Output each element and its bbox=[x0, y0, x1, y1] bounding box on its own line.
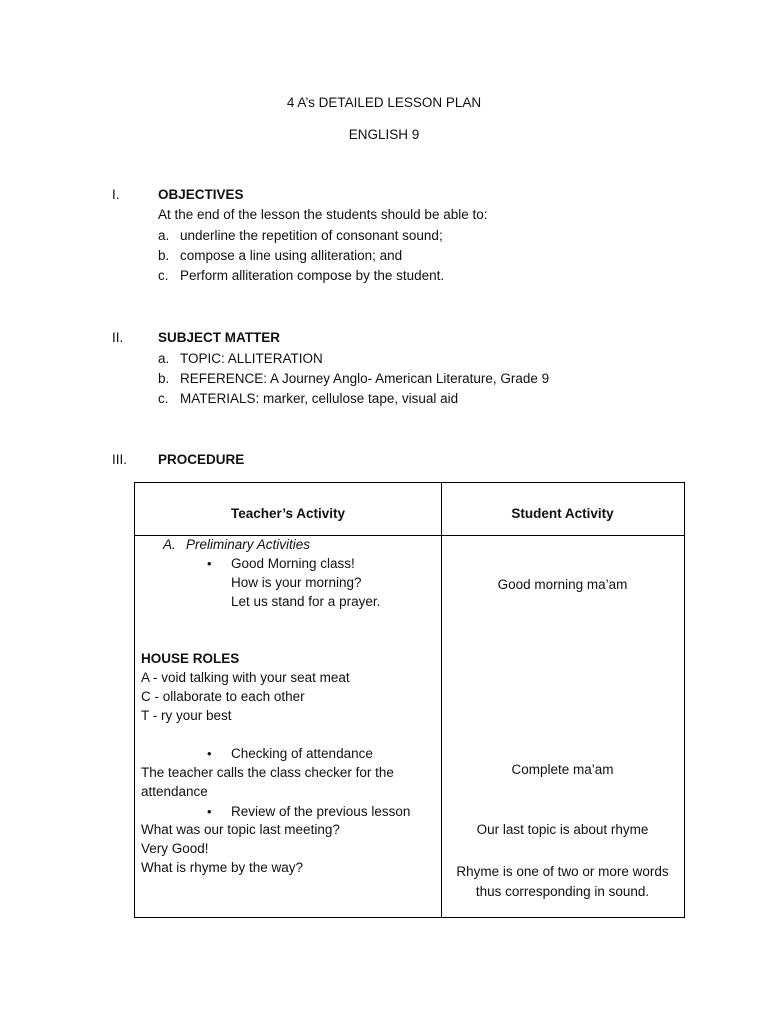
review-title: Review of the previous lesson bbox=[231, 804, 411, 819]
student-response-rhyme: Rhyme is one of two or more words bbox=[456, 864, 669, 879]
subject-matter-letter: a. bbox=[158, 351, 170, 366]
objectives-numeral: I. bbox=[112, 187, 120, 202]
house-roles-heading: HOUSE ROLES bbox=[141, 651, 240, 666]
review-line: What was our topic last meeting? bbox=[141, 822, 340, 837]
attendance-title: Checking of attendance bbox=[231, 746, 373, 761]
bullet-icon: • bbox=[207, 746, 212, 761]
greeting-line: Good Morning class! bbox=[231, 556, 355, 571]
objectives-intro: At the end of the lesson the students should be able to: bbox=[158, 207, 488, 222]
procedure-heading: PROCEDURE bbox=[158, 452, 245, 467]
procedure-table bbox=[134, 482, 685, 918]
house-role-item: A - void talking with your seat meat bbox=[141, 670, 350, 685]
attendance-line: The teacher calls the class checker for the bbox=[141, 765, 394, 780]
objective-letter: a. bbox=[158, 228, 170, 243]
subject-matter-letter: b. bbox=[158, 371, 170, 386]
document-title: 4 A’s DETAILED LESSON PLAN bbox=[286, 95, 482, 110]
subject-matter-heading: SUBJECT MATTER bbox=[158, 330, 281, 345]
subject-matter-letter: c. bbox=[158, 391, 169, 406]
procedure-numeral: III. bbox=[112, 452, 128, 467]
student-response-greeting: Good morning ma’am bbox=[497, 577, 628, 592]
attendance-line: attendance bbox=[141, 784, 208, 799]
student-response-attendance: Complete ma’am bbox=[511, 762, 614, 777]
subject-matter-item: REFERENCE: A Journey Anglo- American Literature, Grade 9 bbox=[180, 371, 550, 386]
bullet-icon: • bbox=[207, 556, 212, 571]
table-header-divider bbox=[135, 535, 684, 536]
review-line: What is rhyme by the way? bbox=[141, 860, 304, 875]
teacher-activity-header: Teacher’s Activity bbox=[230, 506, 346, 521]
objective-item: underline the repetition of consonant sound; bbox=[180, 228, 443, 243]
objective-letter: c. bbox=[158, 268, 169, 283]
objectives-heading: OBJECTIVES bbox=[158, 187, 244, 202]
objective-item: Perform alliteration compose by the student. bbox=[180, 268, 445, 283]
house-role-item: T - ry your best bbox=[141, 708, 232, 723]
subject-matter-item: MATERIALS: marker, cellulose tape, visual aid bbox=[180, 391, 459, 406]
student-activity-header: Student Activity bbox=[511, 506, 614, 521]
review-line: Very Good! bbox=[141, 841, 209, 856]
greeting-line: How is your morning? bbox=[231, 575, 362, 590]
section-title: Preliminary Activities bbox=[186, 537, 311, 552]
subject-title: ENGLISH 9 bbox=[348, 127, 420, 142]
greeting-line: Let us stand for a prayer. bbox=[231, 594, 381, 609]
table-column-divider bbox=[441, 483, 442, 917]
student-response-last-topic: Our last topic is about rhyme bbox=[476, 822, 649, 837]
subject-matter-item: TOPIC: ALLITERATION bbox=[180, 351, 323, 366]
objective-item: compose a line using alliteration; and bbox=[180, 248, 403, 263]
subject-matter-numeral: II. bbox=[112, 330, 124, 345]
student-response-rhyme: thus corresponding in sound. bbox=[475, 884, 650, 899]
house-role-item: C - ollaborate to each other bbox=[141, 689, 305, 704]
section-letter: A. bbox=[163, 537, 176, 552]
objective-letter: b. bbox=[158, 248, 170, 263]
bullet-icon: • bbox=[207, 804, 212, 819]
